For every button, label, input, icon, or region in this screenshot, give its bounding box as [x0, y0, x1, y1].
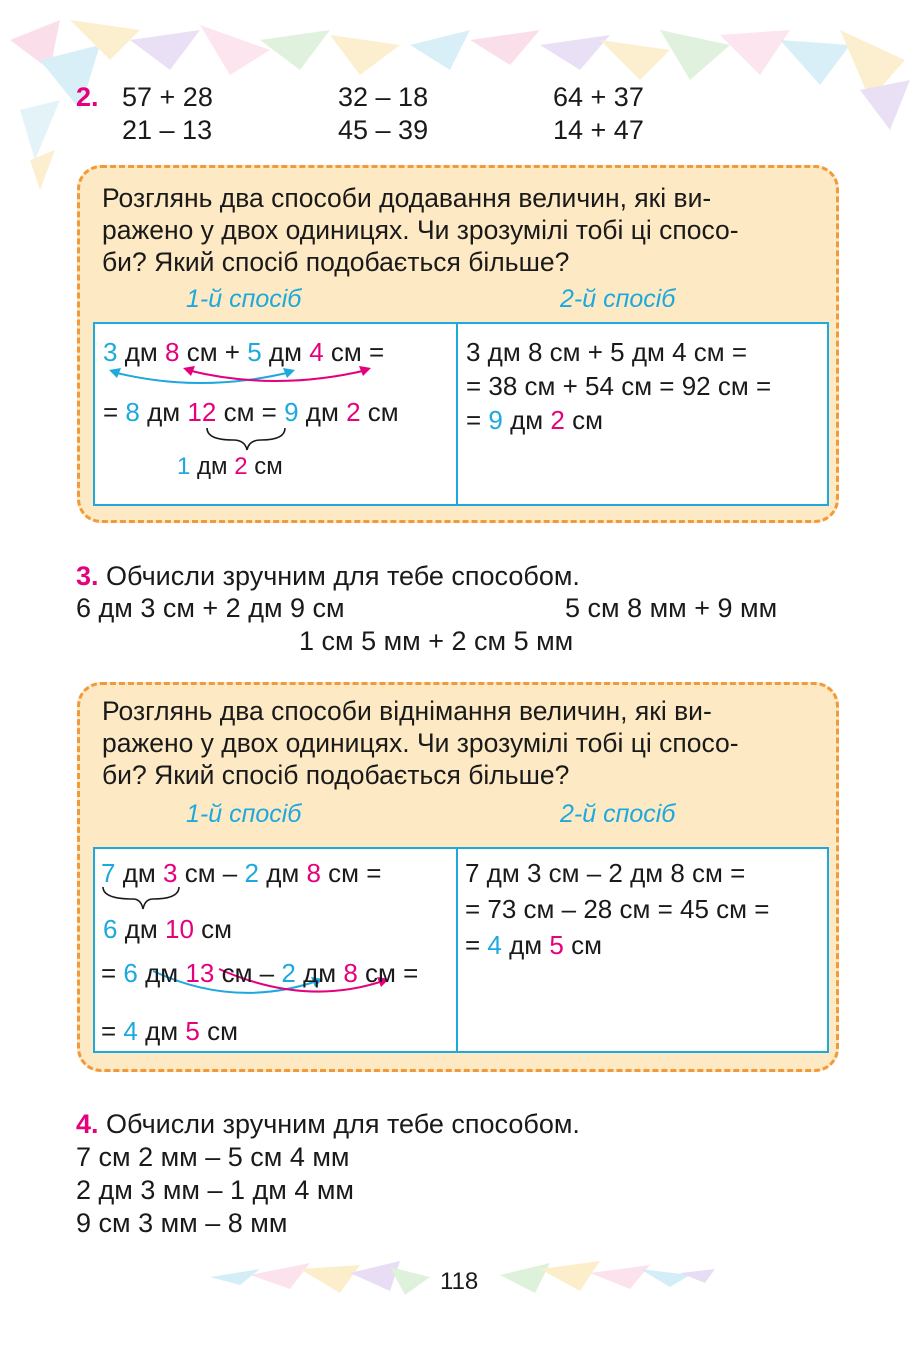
- exercise-3-title: [76, 560, 580, 593]
- addition-methods-box: [77, 165, 839, 523]
- m2-line-3: = 9 дм 2 см: [466, 405, 603, 435]
- expression: 2 дм 3 мм – 1 дм 4 мм: [76, 1175, 354, 1205]
- m1-line-1: 3 дм 8 см + 5 дм 4 см =: [103, 337, 385, 367]
- box-intro: [102, 182, 814, 278]
- method-1-label: 1-й спосіб: [186, 285, 302, 313]
- method-2-label: 2-й спосіб: [560, 285, 676, 313]
- m2-line-2: = 38 см + 54 см = 92 см =: [466, 371, 772, 401]
- expression: 9 см 3 мм – 8 мм: [76, 1208, 288, 1238]
- m1-line-2: 6 дм 10 см: [103, 914, 233, 944]
- intro-line: Розглянь два способи додавання величин, які ви-: [102, 183, 712, 213]
- methods-table: [93, 322, 829, 506]
- m2-line-1: 3 дм 8 см + 5 дм 4 см =: [466, 337, 748, 367]
- expression: 5 см 8 мм + 9 мм: [565, 593, 778, 623]
- method-1-label: 1-й спосіб: [186, 800, 302, 828]
- m1-line-4: = 4 дм 5 см: [101, 1016, 238, 1046]
- expression: 1 см 5 мм + 2 см 5 мм: [299, 626, 574, 656]
- exercise-title: Обчисли зручним для тебе способом.: [106, 1109, 580, 1139]
- intro-line: ражено у двох одиницях. Чи зрозумілі тобі ці спосо-: [102, 728, 739, 758]
- page-number: 118: [440, 1268, 479, 1295]
- expression: 57 + 28: [122, 82, 213, 112]
- exercise-number: 4.: [76, 1109, 99, 1139]
- intro-line: Розглянь два способи віднімання величин, які ви-: [102, 696, 712, 726]
- expression: 45 – 39: [338, 115, 429, 145]
- m1-line-3: = 6 дм 13 см – 2 дм 8 см =: [101, 958, 419, 988]
- box-intro: [102, 695, 814, 791]
- exercise-number: 3.: [76, 561, 99, 591]
- intro-line: би? Який спосіб подобається більше?: [102, 247, 570, 277]
- expression: 14 + 47: [553, 115, 644, 145]
- m1-line-3: 1 дм 2 см: [177, 453, 283, 480]
- expression: 64 + 37: [553, 82, 644, 112]
- methods-table: [93, 847, 829, 1053]
- expression: 32 – 18: [338, 82, 429, 112]
- exercise-number: 2.: [76, 82, 99, 112]
- m2-line-3: = 4 дм 5 см: [465, 930, 602, 960]
- m1-line-2: = 8 дм 12 см = 9 дм 2 см: [103, 397, 399, 427]
- m2-line-2: = 73 см – 28 см = 45 см =: [465, 894, 770, 924]
- exercise-4-title: [76, 1108, 580, 1141]
- method-2-label: 2-й спосіб: [560, 800, 676, 828]
- subtraction-methods-box: [77, 682, 839, 1072]
- expression: 7 см 2 мм – 5 см 4 мм: [76, 1142, 350, 1172]
- m1-line-1: 7 дм 3 см – 2 дм 8 см =: [101, 858, 382, 888]
- intro-line: би? Який спосіб подобається більше?: [102, 760, 570, 790]
- exercise-title: Обчисли зручним для тебе способом.: [106, 561, 580, 591]
- expression: 21 – 13: [122, 115, 213, 145]
- m2-line-1: 7 дм 3 см – 2 дм 8 см =: [465, 858, 746, 888]
- expression: 6 дм 3 см + 2 дм 9 см: [76, 593, 345, 623]
- intro-line: ражено у двох одиницях. Чи зрозумілі тобі ці спосо-: [102, 215, 739, 245]
